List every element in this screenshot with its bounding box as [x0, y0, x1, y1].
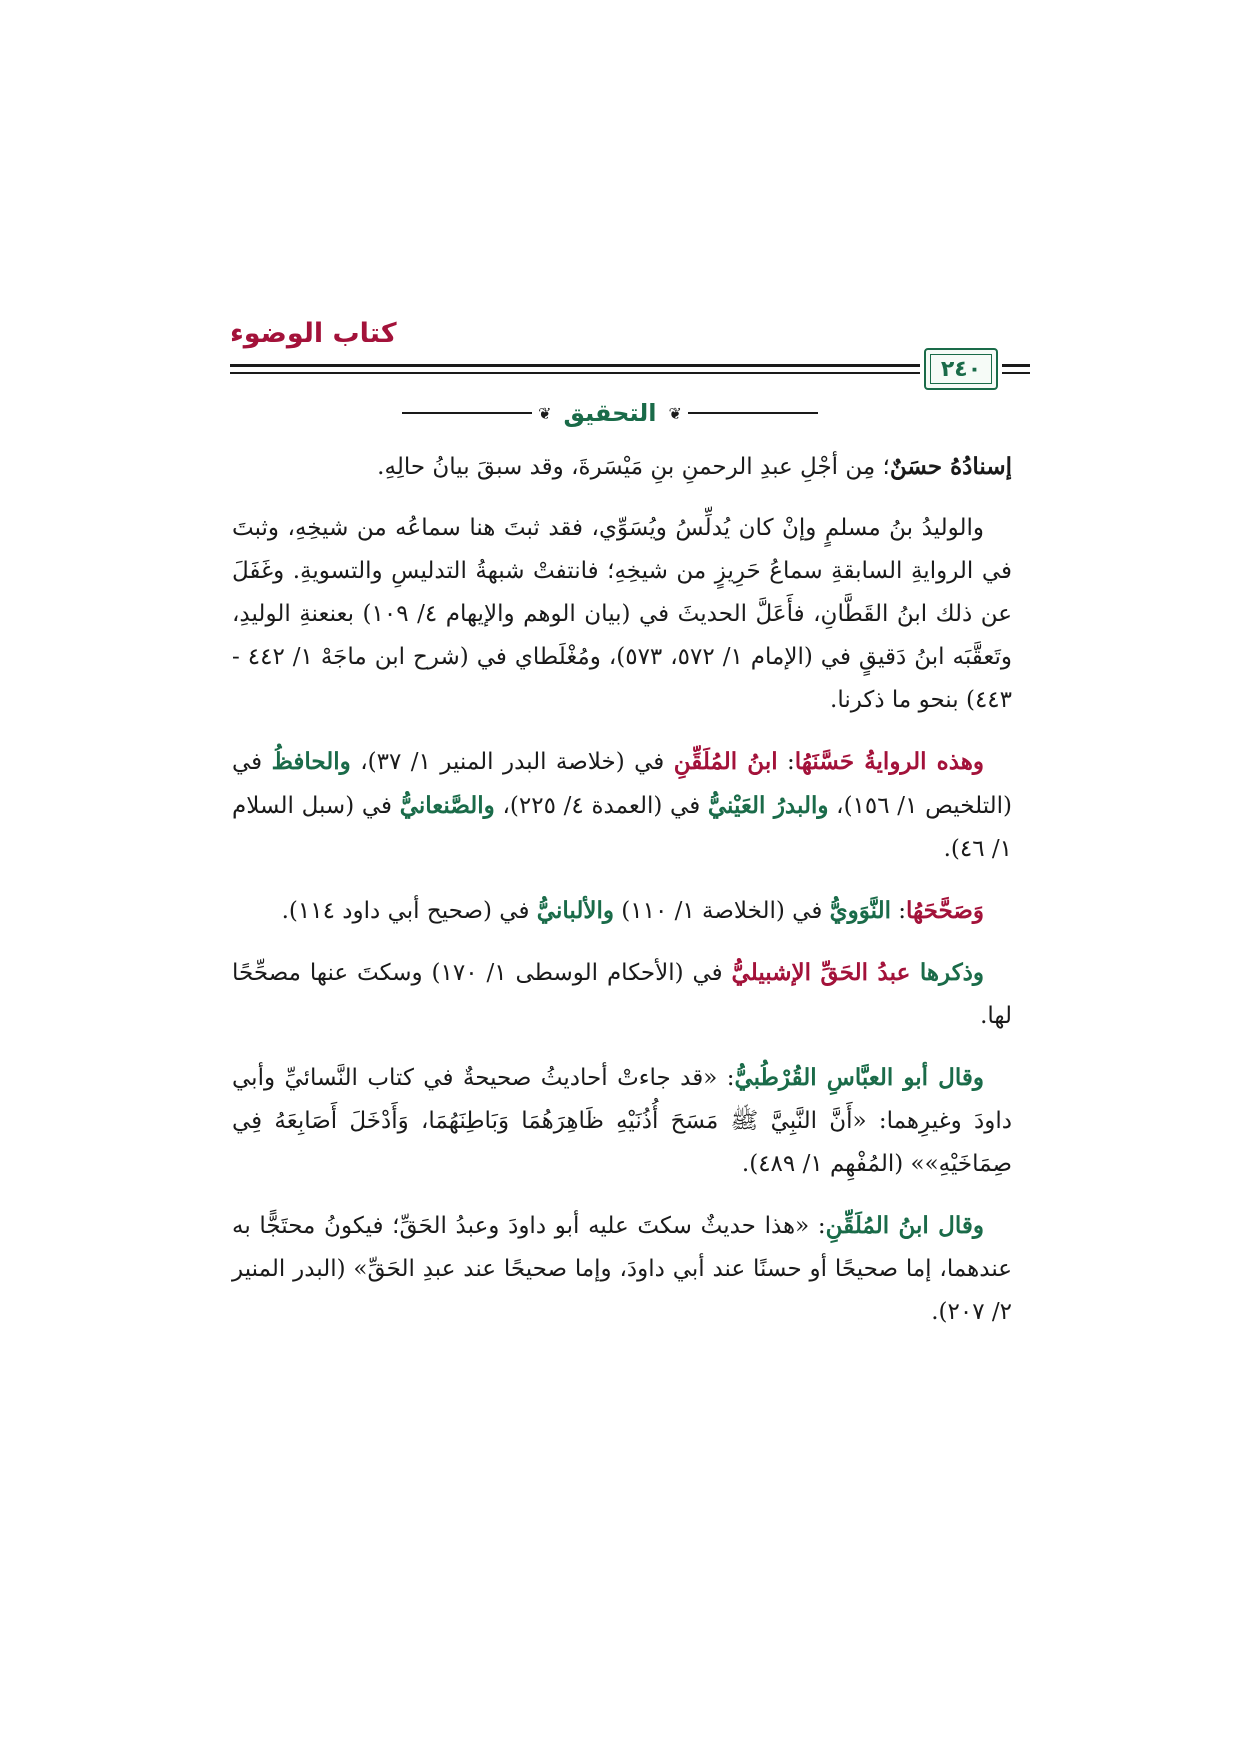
header-rule-right-top	[1002, 364, 1030, 367]
paragraph-abdulhaqq	[232, 951, 1012, 1038]
paragraph-qurtubi	[232, 1056, 1012, 1186]
citation: في (الأحكام الوسطى ١/ ١٧٠) وسكتَ عنها مصحِّحًا لها.	[232, 960, 1012, 1029]
verdict-label: وذكرها	[919, 959, 985, 986]
page-number: ٢٤٠	[930, 354, 992, 384]
banner-line-right	[688, 412, 818, 414]
ornament-icon: ❦	[668, 403, 682, 423]
quotation: : «قد جاءتْ أحاديثُ صحيحةٌ في كتاب النَّسائيِّ وأبي داودَ وغيرِهما: «أَنَّ النَّبِيَّ ﷺ مَسَحَ أُذُنَيْهِ ظَاهِرَهُمَا وَبَاطِنَهُمَا، وَأَدْخَلَ أَصَابِعَهُ فِي صِمَاخَيْهِ»» (المُفْهِم ١/ ٤٨٩).	[232, 1065, 1012, 1177]
page-header	[230, 318, 1015, 390]
verdict-label: وَصَحَّحَهُا	[906, 897, 984, 924]
page-number-frame	[924, 348, 998, 390]
scholar-name: وقال أبو العبَّاسِ القُرْطُبيُّ	[734, 1064, 984, 1091]
scholar-name: وقال ابنُ المُلَقِّنِ	[825, 1212, 984, 1239]
paragraph-mulaqqin	[232, 1204, 1012, 1334]
ornament-icon: ❦	[538, 403, 552, 423]
paragraph-walid	[232, 507, 1012, 722]
citation: في (العمدة ٤/ ٢٢٥)،	[494, 793, 708, 819]
scholar-name: عبدُ الحَقِّ الإشبيليُّ	[731, 959, 920, 986]
verdict-label: وهذه الروايةُ حَسَّنَهُا	[794, 748, 985, 775]
scholar-name: ابنُ المُلَقِّنِ	[673, 748, 778, 775]
paragraph-text: والوليدُ بنُ مسلمٍ وإنْ كان يُدلِّسُ ويُسَوِّي، فقد ثبتَ هنا سماعُه من شيخِهِ، وثبتَ في الروايةِ السابقةِ سماعُ حَرِيزٍ من شيخِهِ؛ فانتفتْ شبهةُ التدليسِ والتسويةِ. وغَفَلَ عن ذلك ابنُ القَطَّانِ، فأَعَلَّ الحديثَ في (بيان الوهم والإيهام ٤/ ١٠٩) بعنعنةِ الوليدِ، وتَعقَّبَه ابنُ دَقيقٍ في (الإمام ١/ ٥٧٢، ٥٧٣)، ومُغْلَطاي في (شرح ابن ماجَهْ ١/ ٤٤٢ - ٤٤٣) بنحو ما ذكرنا.	[232, 515, 1013, 713]
book-title: كتاب الوضوء	[230, 318, 397, 349]
section-banner	[360, 395, 860, 431]
paragraph-sahih	[232, 889, 1012, 933]
isnad-verdict: إسنادُهُ حسَنٌ	[889, 453, 1012, 480]
paragraph-hasan	[232, 740, 1012, 871]
citation: في (الخلاصة ١/ ١١٠)	[613, 898, 830, 924]
header-rule-right-bottom	[1002, 372, 1030, 374]
scholar-name: والحافظُ	[271, 748, 351, 775]
scholar-name: النَّوَويُّ	[829, 897, 891, 924]
citation: في (صحيح أبي داود ١١٤).	[281, 898, 537, 924]
header-rule-bottom	[230, 372, 920, 374]
citation: في (خلاصة البدر المنير ١/ ٣٧)،	[350, 749, 674, 775]
header-rule-top	[230, 364, 920, 367]
scholar-name: والبدرُ العَيْنيُّ	[707, 792, 829, 819]
separator: :	[890, 898, 907, 924]
citation: في (سبل السلام ١/ ٤٦).	[232, 793, 1012, 862]
citation: في (التلخيص ١/ ١٥٦)،	[232, 749, 1013, 819]
quotation: : «هذا حديثٌ سكتَ عليه أبو داودَ وعبدُ الحَقِّ؛ فيكونُ محتَجًّا به عندهما، إما صحيحًا أو حسنًا عند أبي داودَ، وإما صحيحًا عند عبدِ الحَقِّ» (البدر المنير ٢/ ٢٠٧).	[232, 1213, 1012, 1325]
scholar-name: والألبانيُّ	[536, 897, 614, 924]
scholar-name: والصَّنعانيُّ	[399, 792, 495, 819]
paragraph-text: ؛ مِن أجْلِ عبدِ الرحمنِ بنِ مَيْسَرةَ، وقد سبقَ بيانُ حالِهِ.	[377, 454, 890, 480]
paragraph-isnad	[232, 445, 1012, 489]
section-title: التحقيق	[563, 399, 657, 427]
body-text	[232, 445, 1012, 1352]
banner-line-left	[402, 412, 532, 414]
separator: :	[777, 749, 795, 775]
